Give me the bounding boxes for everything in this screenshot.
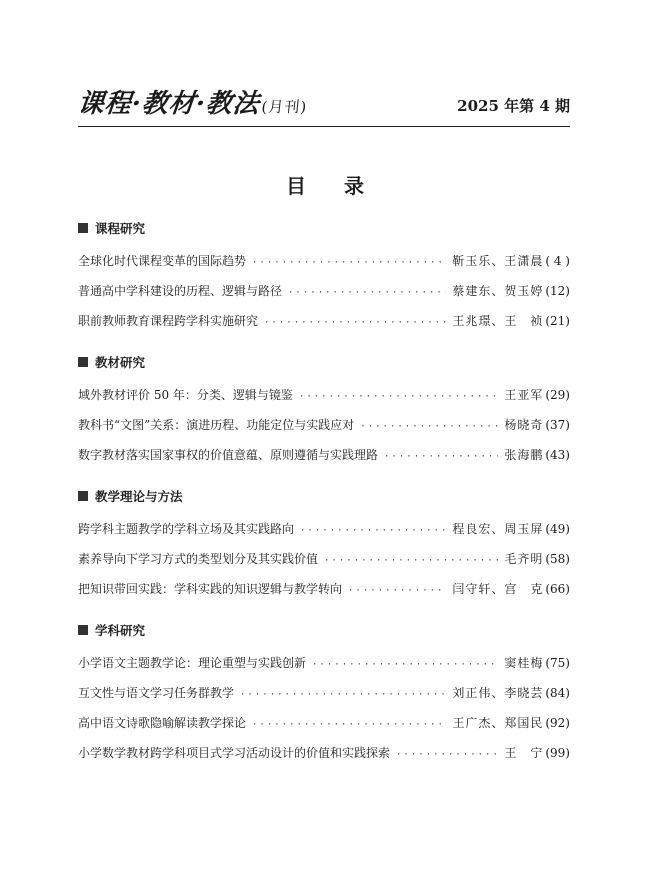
- article-page: (29): [545, 388, 570, 402]
- article-authors: 杨晓奇: [504, 418, 544, 432]
- dot-leader: [396, 740, 498, 770]
- article-authors: 程良宏、周玉屏: [452, 522, 544, 536]
- section-heading: [78, 216, 570, 240]
- section-square-icon: [78, 625, 88, 635]
- article-title[interactable]: 小学语文主题教学论：理论重塑与实践创新: [78, 656, 307, 670]
- article-authors: 毛齐明: [504, 552, 544, 566]
- dot-leader: [348, 576, 446, 606]
- toc-entry[interactable]: [78, 708, 570, 738]
- article-authors: 王兆璟、王 祯: [452, 314, 544, 328]
- article-authors: 王 宁: [504, 746, 544, 760]
- article-title[interactable]: 素养导向下学习方式的类型划分及其实践价值: [78, 552, 319, 566]
- dot-leader: [252, 248, 446, 278]
- dot-leader: [360, 412, 498, 442]
- section-square-icon: [78, 491, 88, 501]
- section-square-icon: [78, 357, 88, 367]
- article-page: (37): [545, 418, 570, 432]
- toc-entry[interactable]: [78, 648, 570, 678]
- article-authors: 张海鹏: [504, 448, 544, 462]
- dot-leader: [324, 546, 498, 576]
- toc-entry[interactable]: [78, 678, 570, 708]
- article-authors: 王亚军: [504, 388, 544, 402]
- article-authors: 王广杰、郑国民: [452, 716, 544, 730]
- section-square-icon: [78, 223, 88, 233]
- article-title[interactable]: 数字教材落实国家事权的价值意蕴、原则遵循与实践理路: [78, 448, 379, 462]
- article-title[interactable]: 把知识带回实践：学科实践的知识逻辑与教学转向: [78, 582, 343, 596]
- journal-title-text: 课程·教材·教法: [76, 89, 262, 119]
- toc-sections: [78, 216, 570, 782]
- toc-entry[interactable]: [78, 246, 570, 276]
- header-divider: [78, 126, 570, 127]
- article-page: (21): [545, 314, 570, 328]
- toc-entry[interactable]: [78, 306, 570, 336]
- article-title[interactable]: 高中语文诗歌隐喻解读教学探论: [78, 716, 247, 730]
- article-title[interactable]: 教科书“文图”关系：演进历程、功能定位与实践应对: [78, 418, 355, 432]
- toc-title: [0, 170, 650, 199]
- dot-leader: [264, 308, 446, 338]
- dot-leader: [240, 680, 446, 710]
- section-heading: [78, 484, 570, 508]
- section-name: 教材研究: [95, 355, 146, 370]
- toc-entry[interactable]: [78, 380, 570, 410]
- article-page: (99): [545, 746, 570, 760]
- section-heading: [78, 350, 570, 374]
- article-authors: 靳玉乐、王潇晨: [452, 254, 544, 268]
- issue-number: 2025 年第 4 期: [457, 97, 570, 115]
- article-title[interactable]: 小学数学教材跨学科项目式学习活动设计的价值和实践探索: [78, 746, 391, 760]
- section-name: 教学理论与方法: [95, 489, 183, 504]
- journal-frequency: (月刊): [260, 98, 309, 116]
- dot-leader: [288, 278, 446, 308]
- toc-entry[interactable]: [78, 410, 570, 440]
- article-page: (49): [545, 522, 570, 536]
- toc-section: [78, 618, 570, 768]
- toc-title-char-2: 录: [344, 174, 364, 198]
- dot-leader: [299, 382, 498, 412]
- toc-section: [78, 484, 570, 604]
- article-authors: 蔡建东、贺玉婷: [452, 284, 544, 298]
- article-page: (75): [545, 656, 570, 670]
- article-authors: 刘正伟、李晓芸: [452, 686, 544, 700]
- toc-entry[interactable]: [78, 574, 570, 604]
- article-authors: 窦桂梅: [504, 656, 544, 670]
- article-authors: 闫守轩、宫 克: [452, 582, 544, 596]
- article-page: (12): [545, 284, 570, 298]
- article-page: ( 4 ): [545, 254, 570, 268]
- dot-leader: [252, 710, 446, 740]
- article-page: (58): [545, 552, 570, 566]
- article-page: (84): [545, 686, 570, 700]
- article-page: (66): [545, 582, 570, 596]
- article-page: (43): [545, 448, 570, 462]
- article-title[interactable]: 全球化时代课程变革的国际趋势: [78, 254, 247, 268]
- article-page: (92): [545, 716, 570, 730]
- toc-section: [78, 216, 570, 336]
- toc-entry[interactable]: [78, 544, 570, 574]
- section-name: 学科研究: [95, 623, 146, 638]
- article-title[interactable]: 普通高中学科建设的历程、逻辑与路径: [78, 284, 283, 298]
- article-title[interactable]: 域外教材评价 50 年：分类、逻辑与镜鉴: [78, 388, 293, 402]
- dot-leader: [312, 650, 498, 680]
- page-header: [78, 88, 570, 122]
- section-name: 课程研究: [95, 221, 146, 236]
- toc-entry[interactable]: [78, 738, 570, 768]
- article-title[interactable]: 互文性与语文学习任务群教学: [78, 686, 235, 700]
- article-title[interactable]: 跨学科主题教学的学科立场及其实践路向: [78, 522, 295, 536]
- toc-section: [78, 350, 570, 470]
- journal-title: [76, 83, 310, 120]
- dot-leader: [384, 442, 498, 472]
- toc-entry[interactable]: [78, 276, 570, 306]
- toc-title-char-1: 目: [286, 174, 306, 198]
- toc-entry[interactable]: [78, 514, 570, 544]
- toc-entry[interactable]: [78, 440, 570, 470]
- article-title[interactable]: 职前教师教育课程跨学科实施研究: [78, 314, 259, 328]
- dot-leader: [300, 516, 446, 546]
- section-heading: [78, 618, 570, 642]
